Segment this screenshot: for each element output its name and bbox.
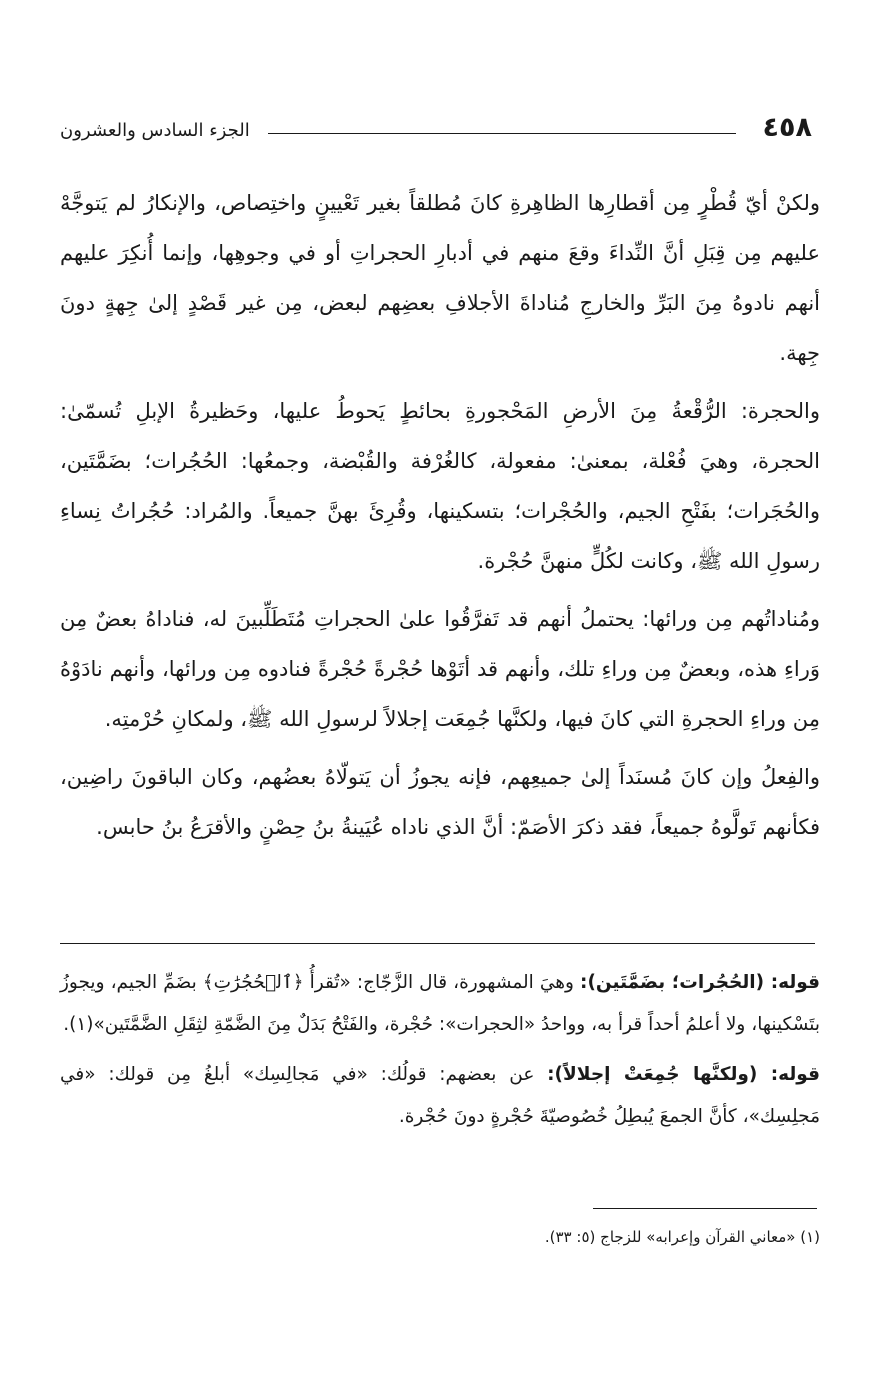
- note-lemma: قوله: (الحُجُرات؛ بضَمَّتَين):: [580, 972, 821, 993]
- footnote: (١) «معاني القرآن وإعرابه» للزجاج (٥: ٣٣).: [544, 1228, 820, 1246]
- header-rule: [268, 133, 736, 134]
- footnote-rule: [593, 1208, 817, 1209]
- section-divider: [60, 943, 815, 944]
- note-lemma: قوله: (ولكنَّها جُمِعَتْ إجلالاً):: [547, 1064, 820, 1085]
- commentary-note: [60, 1054, 820, 1138]
- commentary-section: [60, 962, 820, 1146]
- body-paragraph: والحجرة: الرُّقْعةُ مِنَ الأرضِ المَحْجورةِ بحائطٍ يَحوطُ عليها، وحَظيرةُ الإبلِ تُسمّىٰ: الحجرة، وهيَ فُعْلة، بمعنىٰ: مفعولة، كالغُرْفة والقُبْضة، وجمعُها: الحُجُرات؛ بضَمَّتَين، والحُجَرات؛ بفَتْحِ الجيم، والحُجْرات؛ بتسكينها، وقُرِئَ بهنَّ جميعاً. والمُراد: حُجُراتُ نِساءِ رسولِ الله ﷺ، وكانت لكُلٍّ منهنَّ حُجْرة.: [60, 399, 820, 573]
- page-header: [60, 112, 820, 152]
- page-number: ٤٥٨: [762, 112, 812, 143]
- running-title: الجزء السادس والعشرون: [60, 120, 250, 141]
- main-text: [60, 178, 820, 860]
- body-paragraph: والفِعلُ وإن كانَ مُسنَداً إلىٰ جميعِهم، فإنه يجوزُ أن يَتولّاهُ بعضُهم، وكان الباقونَ راضِين، فكأنهم تَولَّوهُ جميعاً، فقد ذكرَ الأصَمّ: أنَّ الذي ناداه عُيَينةُ بنُ حِصْنٍ والأقرَعُ بنُ حابس.: [60, 765, 820, 839]
- note-text: وهيَ المشهورة، قال الزَّجّاج: «تُقرأُ ﴿ٱلۡحُجُرَٰتِ﴾ بضَمِّ الجيم، ويجوزُ بتَسْكينها، ولا أعلمُ أحداً قرأ به، وواحدُ «الحجرات»: حُجْرة، والفَتْحُ بَدَلٌ مِنَ الضَّمّةِ لثِقَلِ الضَّمَّتَين»(١).: [60, 972, 820, 1035]
- note-text: عن بعضهم: قولُك: «في مَجالِسِك» أبلغُ مِن قولك: «في مَجلِسِك»، كأنَّ الجمعَ يُبطِلُ خُصُوصيّةَ حُجْرةٍ دونَ حُجْرة.: [60, 1064, 820, 1127]
- body-paragraph: ولكنْ أيّ قُطْرٍ مِن أقطارِها الظاهِرةِ كانَ مُطلقاً بغير تَعْيينٍ واختِصاص، والإنكارُ لم يَتوجَّهْ عليهم مِن قِبَلِ أنَّ النِّداءَ وقعَ منهم في أدبارِ الحجراتِ أو في وجوهِها، وإنما أُنكِرَ عليهم أنهم نادوهُ مِنَ البَرِّ والخارجِ مُناداةَ الأجلافِ بعضِهم لبعض، مِن غير قَصْدٍ إلىٰ جِهةٍ دونَ جِهة.: [60, 191, 820, 365]
- commentary-note: [60, 962, 820, 1046]
- body-paragraph: ومُناداتُهم مِن ورائها: يحتملُ أنهم قد تَفرَّقُوا علىٰ الحجراتِ مُتَطَلِّبينَ له، فناداهُ بعضٌ مِن وَراءِ هذه، وبعضٌ مِن وراءِ تلك، وأنهم قد أتَوْها حُجْرةً حُجْرةً فنادوه مِن ورائها، وأنهم نادَوْهُ مِن وراءِ الحجرةِ التي كانَ فيها، ولكنَّها جُمِعَت إجلالاً لرسولِ الله ﷺ، ولمكانِ حُرْمتِه.: [60, 607, 820, 731]
